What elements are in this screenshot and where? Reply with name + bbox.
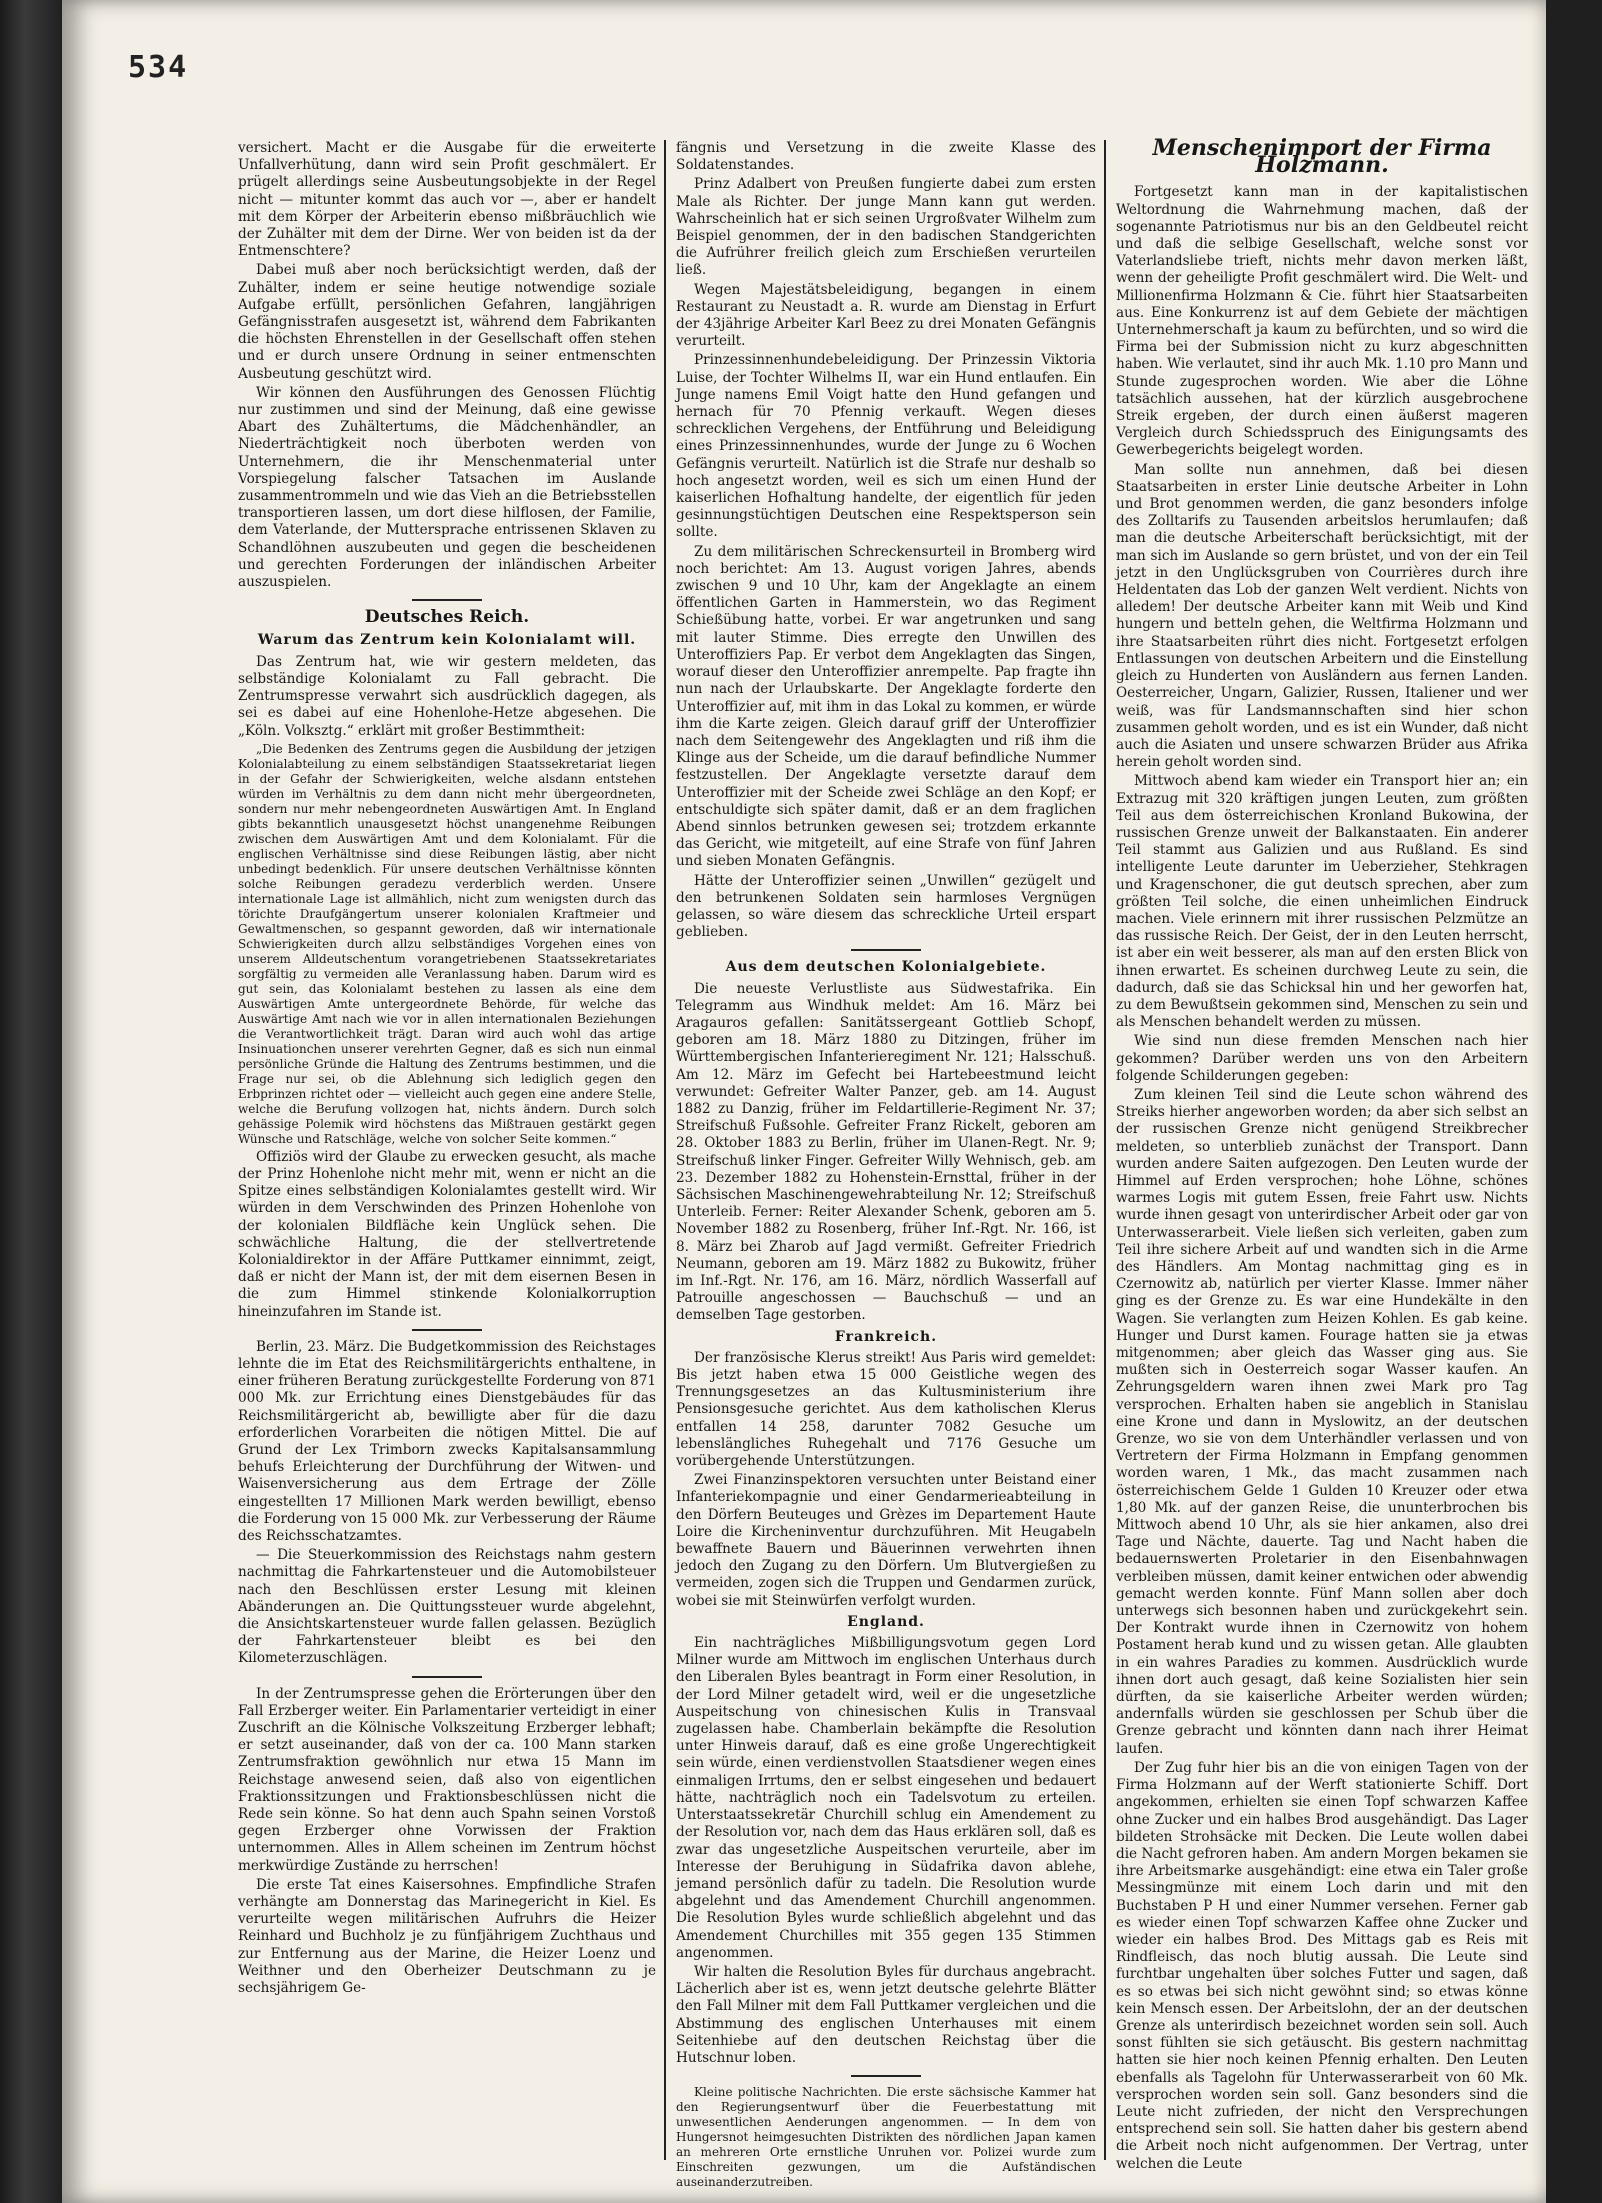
article-text: Der französische Klerus streikt! Aus Paris wird gemeldet: Bis jetzt haben etwa 15 000 Geistliche wegen des Trennungsgesetzes an das Kultusministerium ihre Pensionsgesuche gerichtet. Aus dem katholischen Klerus entfallen 14 258, darunter 7082 Gesuche um lebenslängliches Ruhegehalt und 7176 Gesuche um vorübergehende Unterstützungen. (676, 1349, 1096, 1470)
article-text: Die erste Tat eines Kaisersohnes. Empfindliche Strafen verhängte am Donnerstag das Marinegericht in Kiel. Es verurteilte wegen militärischen Aufruhrs die Heizer Reinhard und Buchholz je zu fünfjährigem Zuchthaus und zur Entfernung aus der Marine, die Heizer Loenz und Weithner und den Oberheizer Deutschmann zu je sechsjährigem Ge- (238, 1876, 656, 1997)
article-text: Zum kleinen Teil sind die Leute schon während des Streiks hierher angeworben worden; da aber sich selbst an der russischen Grenze nicht genügend Streikbrecher meldeten, so unterblieb zunächst der Transport. Dann wurden andere Saiten aufgezogen. Den Leuten wurde der Himmel auf Erden versprochen; hohe Löhne, schönes warmes Logis mit gutem Essen, freie Fahrt usw. Nichts wurde ihnen gesagt von unterirdischer Arbeit oder gar von Unterwasserarbeit. Viele ließen sich verleiten, gaben zum Teil ihre sichere Arbeit auf und wandten sich in die Arme des Händlers. Am Montag nachmittag ging es in Czernowitz ab, natürlich per vierter Klasse. Immer näher ging es der Grenze zu. Es war eine Hundekälte in den Wagen. Sie verlangten zum Heizen Kohlen. Es gab keine. Hunger und Durst kamen. Fourage hatten sie ja etwas mitgenommen; aber gleich das Wasser ging aus. Sie mußten sich in Oesterreich sogar Wasser kaufen. An Zehrungsgeldern waren ihnen zwei Mark pro Tag versprochen. Erhalten haben sie angeblich in Stanislau eine Krone und dann in Myslowitz, an der deutschen Grenze, wo sie von dem Unterhändler verlassen und von Vertretern der Firma Holzmann in Empfang genommen worden waren, 1 Mk., das macht zusammen nach österreichischem Gelde 1 Gulden 10 Kreuzer oder etwa 1,80 Mk. auf der ganzen Reise, die ununterbrochen bis Mittwoch abend 10 Uhr, als sie hier ankamen, also drei Tage und Nächte, dauerte. Tag und Nacht haben die bedauernswerten Proletarier in den Eisenbahnwagen verbleiben müssen, damit keiner entwichen oder abwendig gemacht werden konnte. Fünf Mann sollen aber doch unterwegs sich besonnen haben und zurückgekehrt sein. Der Kontrakt wurde ihnen in Czernowitz von hohem Postament herab kund und zu wissen getan. Alle glaubten in ein wahres Paradies zu kommen. Ausdrücklich wurde ihnen dort auch gesagt, daß keine Sozialisten hier sein dürften, da sie kaiserliche Arbeiter werden würden; andernfalls würden sie geschlossen per Schub über die Grenze gebracht und könnten dann nach ihrer Heimat laufen. (1116, 1086, 1528, 1757)
article-text: Wir halten die Resolution Byles für durchaus angebracht. Lächerlich aber ist es, wenn jetzt deutsche gelehrte Blätter den Fall Milner mit dem Fall Puttkamer vergleichen und die Abstimmung des englischen Unterhauses mit einem Seitenhiebe auf den deutschen Reichstag über die Hutschnur loben. (676, 1963, 1096, 2066)
section-heading: Deutsches Reich. (364, 607, 530, 628)
column-1 (238, 140, 656, 2170)
article-text: Hätte der Unteroffizier seinen „Unwillen“ gezügelt und den betrunkenen Soldaten sein harmloses Vergnügen gelassen, so wäre diesem das schreckliche Urteil erspart geblieben. (676, 872, 1096, 941)
article-text: Das Zentrum hat, wie wir gestern meldeten, das selbständige Kolonialamt zu Fall gebracht. Die Zentrumspresse verwahrt sich ausdrücklich dagegen, als sei es dabei auf eine Hohenlohe-Hetze abgesehen. Die „Köln. Volksztg.“ erklärt mit großer Bestimmtheit: (238, 653, 656, 739)
right-scan-border (1546, 0, 1602, 2203)
separator (851, 2075, 921, 2077)
article-text: Zwei Finanzinspektoren versuchten unter Beistand einer Infanteriekompagnie und einer Gendarmerieabteilung in den Dörfern Beuteuges und Grèzes im Departement Haute Loire die Kircheninventur durchzuführen. Mit Heugabeln bewaffnete Bauern und Bäuerinnen verwehrten ihnen jedoch den Zugang zu den Dörfern. Um Blutvergießen zu vermeiden, zogen sich die Truppen und Gendarmen zurück, wobei sie mit Steinwürfen verfolgt wurden. (676, 1472, 1096, 1609)
article-text: Ein nachträgliches Mißbilligungsvotum gegen Lord Milner wurde am Mittwoch im englischen Unterhaus durch den Liberalen Byles beantragt in Form einer Resolution, in der Lord Milner getadelt wird, weil er die ungesetzliche Auspeitschung von chinesischen Kulis in Transvaal zugelassen habe. Chamberlain bekämpfte die Resolution unter Hinweis darauf, daß es eine große Ungerechtigkeit sein würde, einen verdienstvollen Staatsdiener wegen eines einmaligen Irrtums, den er selbst eingesehen und bedauert hätte, nachträglich noch ein Tadelsvotum zu erteilen. Unterstaatssekretär Churchill schlug ein Amendement zu der Resolution vor, nach dem das Haus erklären soll, daß es zwar das ungesetzliche Auspeitschen verurteile, aber im Interesse der Beruhigung in Südafrika davon ablehe, jemand persönlich dafür zu tadeln. Die Resolution wurde abgelehnt und das Amendement Churchill angenommen. Die Resolution Byles wurde schließlich abgelehnt und das Amendement Churchilles mit 355 gegen 135 Stimmen angenommen. (676, 1635, 1096, 1961)
article-text: Fortgesetzt kann man in der kapitalistischen Weltordnung die Wahrnehmung machen, daß der sogenannte Patriotismus nur bis an den Geldbeutel reicht und daß die selbige Gesellschaft, welche sonst vor Vaterlandsliebe trieft, nichts mehr davon merken läßt, wenn der geheiligte Profit geschmälert wird. Die Welt- und Millionenfirma Holzmann & Cie. führt hier Staatsarbeiten aus. Eine Konkurrenz ist auf dem Gebiete der mächtigen Unternehmerschaft ja kaum zu befürchten, und so wird die Firma bei der Submission nicht zu kurz abgeschnitten haben. Wie verlautet, sind ihr auch Mk. 1.10 pro Mann und Stunde zugesprochen worden. Wie aber die Löhne tatsächlich aussehen, hat der kürzlich ausgebrochene Streik ergeben, der durch einen äußerst mageren Vergleich durch Schiedsspruch des Einigungsamts des Gewerbegerichts beigelegt worden. (1116, 184, 1528, 459)
article-text: Dabei muß aber noch berücksichtigt werden, daß der Zuhälter, indem er seine heutige notwendige soziale Aufgabe erfüllt, persönlichen Gefahren, langjährigen Gefängnisstrafen ausgesetzt ist, während dem Fabrikanten die höchsten Ehrenstellen in der Gesellschaft offen stehen und er durch unsere Ordnung in seiner entmenschten Ausbeutung geschützt wird. (238, 262, 656, 382)
section-heading: Frankreich. (834, 1328, 938, 1345)
column-rule-2 (1104, 140, 1106, 2160)
article-text: Zu dem militärischen Schreckensurteil in Bromberg wird noch berichtet: Am 13. August vorigen Jahres, abends zwischen 9 und 10 Uhr, kam der Angeklagte an einem öffentlichen Garten in Hammerstein, wo das Regiment Schießübung hatte, vorbei. Er war angetrunken und sang mit lauter Stimme. Dies erregte den Unwillen des Unteroffiziers Pap. Er verbot dem Angeklagten das Singen, worauf dieser den Unteroffizier anrempelte. Pap fragte ihn nun nach der Urlaubskarte. Der Angeklagte forderte den Unteroffizier auf, mit ihm in das Lokal zu kommen, er würde ihm die Karte zeigen. Gleich darauf griff der Unteroffizier nach dem Seitengewehr des Angeklagten und riß ihm die Klinge aus der Scheide, um die darauf befindliche Nummer festzustellen. Der Angeklagte versetzte darauf dem Unteroffizier mit der Scheide zwei Schläge an den Kopf; er entschuldigte sich später damit, daß er an dem fraglichen Abend sinnlos betrunken gewesen sei; trotzdem erkannte das Gericht, wie mitgeteilt, auf eine Strafe von fünf Jahren und sieben Monaten Gefängnis. (676, 543, 1096, 870)
column-3 (1116, 135, 1528, 2172)
article-text: Kleine politische Nachrichten. Die erste sächsische Kammer hat den Regierungsentwurf über die Feuerbestattung mit unwesentlichen Aenderungen angenommen. — In dem von Hungersnot heimgesuchten Distrikten des nördlichen Japan kamen an mehreren Orte ernstliche Unruhen vor. Polizei wurde zum Einschreiten gezwungen, um die Aufständischen auseinanderzutreiben. (676, 2085, 1096, 2190)
column-rule-1 (664, 140, 666, 2160)
article-text: Man sollte nun annehmen, daß bei diesen Staatsarbeiten in erster Linie deutsche Arbeiter in Lohn und Brot genommen werden, die ganz besonders infolge des Zolltarifs zu Tausenden arbeitslos herumlaufen; daß man die deutsche Arbeiterschaft berücksichtigt, mit der man sich im Auslande so gern brüstet, und von der ein Teil jetzt in den Unglücksgruben von Courrières durch ihre Heldentaten das Lob der ganzen Welt verdient. Nichts von alledem! Der deutsche Arbeiter kann mit Weib und Kind hungern und betteln gehen, die Weltfirma Holzmann und ihre Staatsarbeiten rührt dies nicht. Fortgesetzt erfolgen Entlassungen von deutschen Arbeitern und die Einstellung gleich zu Hunderten von Ausländern aus fernen Landen. Oesterreicher, Ungarn, Galizier, Russen, Italiener und wer weiß, was für Landsmannschaften sind hier schon zusammen geholt worden, und es ist ein Wunder, daß nicht auch die Asiaten und unsere schwarzen Brüder aus Afrika herein geholt worden sind. (1116, 461, 1528, 771)
article-text: — Die Steuerkommission des Reichstags nahm gestern nachmittag die Fahrkartensteuer und die Automobilsteuer nach den Beschlüssen erster Lesung mit kleinen Abänderungen an. Die Quittungssteuer wurde abgelehnt, die Ansichtskartensteuer wurde fallen gelassen. Bezüglich der Fahrkartensteuer bleibt es bei den Kilometerzuschlägen. (238, 1547, 656, 1667)
section-heading: England. (847, 1613, 925, 1630)
article-text: In der Zentrumspresse gehen die Erörterungen über den Fall Erzberger weiter. Ein Parlamentarier verteidigt in einer Zuschrift an die Kölnische Volkszeitung Erzberger lebhaft; er setzt auseinander, daß von der ca. 100 Mann starken Zentrumsfraktion gewöhnlich nur etwa 15 Mann im Reichstage anwesend seien, daß also von eigentlichen Fraktionssitzungen und Fraktionsbeschlüssen nicht die Rede sein könne. So hat denn auch Spahn seinen Vorstoß gegen Erzberger ohne Vorwissen der Fraktion unternommen. Alles in Allem scheinen im Zentrum höchst merkwürdige Zustände zu herrschen! (238, 1685, 656, 1874)
article-text: Mittwoch abend kam wieder ein Transport hier an; ein Extrazug mit 320 kräftigen jungen Leuten, zum größten Teil aus dem österreichischen Kronland Bukowina, der russischen Grenze unweit der Balkanstaaten. Ein anderer Teil stammt aus Galizien und aus Rußland. Es sind intelligente Leute darunter im Ueberzieher, Stehkragen und Kragenschoner, die gut deutsch sprechen, aber zum größten Teil solche, die einen unheimlichen Eindruck machen. Viele erinnern mit ihrer russischen Pelzmütze an das russische Reich. Der Geist, der in den Leuten herrscht, ist aber ein weit besserer, als man auf den ersten Blick von ihnen erwartet. Es scheinen durchweg Leute zu sein, die dadurch, daß sie das Schicksal hin und her geworfen hat, zu dem Bewußtsein gekommen sind, Menschen zu sein und als Menschen behandelt werden zu müssen. (1116, 773, 1528, 1031)
article-text: Wir können den Ausführungen des Genossen Flüchtig nur zustimmen und sind der Meinung, daß eine gewisse Abart des Zuhältertums, die Mädchenhändler, an Niederträchtigkeit noch überboten werden von Unternehmern, die ihr Menschenmaterial unter Vorspiegelung falscher Tatsachen im Auslande zusammentrommeln und wie das Vieh an die Betriebsstellen transportieren lassen, um dort diese hilflosen, der Familie, dem Vaterlande, der Muttersprache entrissenen Sklaven zu Schandlöhnen auszubeuten und gegen die bescheidenen und gerechten Forderungen der inländischen Arbeiter auszuspielen. (238, 384, 656, 591)
page-number: 534 (128, 50, 189, 85)
article-text: fängnis und Versetzung in die zweite Klasse des Soldatenstandes. (676, 140, 1096, 174)
article-text: Wegen Majestätsbeleidigung, begangen in einem Restaurant zu Neustadt a. R. wurde am Dienstag in Erfurt der 43jährige Arbeiter Karl Beez zu drei Monaten Gefängnis verurteilt. (676, 281, 1096, 350)
quotation-text: „Die Bedenken des Zentrums gegen die Ausbildung der jetzigen Kolonialabteilung zu einem selbständigen Staatssekretariat liegen in der Gefahr der Schwierigkeiten, welche alsdann entstehen würden im Verhältnis zu dem dann nicht mehr übergeordneten, sondern nur mehr nebengeordneten Auswärtigen Amt. In England gibts bekanntlich unausgesetzt höchst unangenehme Reibungen zwischen dem Auswärtigen Amt und dem Kolonialamt. Für die englischen Verhältnisse sind diese Reibungen lästig, aber nicht unbedingt bedenklich. Für unsere deutschen Verhältnisse könnten solche Reibungen geradezu verderblich werden. Unsere internationale Lage ist allmählich, nicht zum wenigsten durch das törichte Draufgängertum unserer kolonialen Kraftmeier und Gewaltmenschen, so gespannt geworden, daß wir internationale Schwierigkeiten durch allzu selbständiges Vorgehen eines von unserem Alldeutschentum vorangetriebenen Staatssekretariates sorgfältig zu vermeiden alle Veranlassung haben. Darum wird es gut sein, das Kolonialamt bestehen zu lassen als eine dem Auswärtigen Amte untergeordnete Behörde, für welche das Auswärtige Amt nach wie vor in allen internationalen Beziehungen die Verantwortlichkeit trägt. Daran wird auch wohl das artige Insinuationchen unserer verehrten Gegner, daß es sich nun einmal persönliche Gründe die Haltung des Zentrums bestimmen, und die Frage nur sei, ob die Ablehnung sich lediglich gegen den Erbprinzen richtet oder — vielleicht auch gegen eine andere Stelle, welche die Berufung vollzogen hat, nichts ändern. Durch solch gehässige Polemik wird höchstens das Mißtrauen gestärkt gegen Wünsche und Ratschläge, welche von solcher Seite kommen.“ (238, 741, 656, 1146)
article-text: Die neueste Verlustliste aus Südwestafrika. Ein Telegramm aus Windhuk meldet: Am 16. März bei Aragauros gefallen: Sanitätssergeant Gottlieb Schopf, geboren am 18. März 1880 zu Ditzingen, früher im Württembergischen Infanterieregiment Nr. 121; Halsschuß. Am 12. März im Gefecht bei Hartebeestmund leicht verwundet: Gefreiter Walter Panzer, geb. am 14. August 1882 zu Danzig, früher im Feldartillerie-Regiment Nr. 37; Streifschuß Fußsohle. Gefreiter Franz Rickelt, geboren am 28. Oktober 1883 zu Berlin, früher im Ulanen-Regt. Nr. 9; Streifschuß linker Finger. Gefreiter Willy Wehnisch, geb. am 23. Dezember 1882 zu Hohenstein-Ernsttal, früher in der Sächsischen Maschinengewehrabteilung Nr. 12; Streifschuß Unterleib. Ferner: Reiter Alexander Schenk, geboren am 5. November 1882 zu Rosenberg, früher Inf.-Rgt. Nr. 166, ist 8. März bei Zharob auf Jagd vermißt. Gefreiter Friedrich Neumann, geboren am 19. März 1882 zu Bukowitz, früher im Inf.-Rgt. Nr. 176, am 16. März, nördlich Wasserfall auf Patrouille angeschossen — Bauchschuß — und an demselben Tage gestorben. (676, 980, 1096, 1324)
article-title: Menschenimport der Firma Holzmann. (1152, 135, 1492, 179)
separator (412, 599, 482, 601)
article-text: Berlin, 23. März. Die Budgetkommission des Reichstages lehnte die im Etat des Reichsmilitärgerichts enthaltene, in einer früheren Beratung zurückgestellte Forderung von 871 000 Mk. zur Errichtung eines Dienstgebäudes für das Reichsmilitärgericht ab, bewilligte aber für die dazu erforderlichen Vorarbeiten die nötigen Mittel. Die auf Grund der Lex Trimborn zwecks Kapitalsansammlung behufs Erleichterung der Durchführung der Witwen- und Waisenversicherung aus dem Ertrage der Zölle eingestellten 17 Millionen Mark werden bewilligt, ebenso die Forderung von 15 000 Mk. zur Verbesserung der Räume des Reichsschatzamtes. (238, 1338, 656, 1544)
article-text: versichert. Macht er die Ausgabe für die erweiterte Unfallverhütung, dann wird sein Profit geschmälert. Er prügelt allerdings seine Ausbeutungsobjekte in der Regel nicht — mitunter kommt das auch vor —, aber er handelt mit dem Körper der Arbeiterin ebenso mißbräuchlich wie der Zuhälter mit dem der Dirne. Wer von beiden ist da der Entmenschtere? (238, 140, 656, 260)
article-text: Wie sind nun diese fremden Menschen nach hier gekommen? Darüber werden uns von den Arbeitern folgende Schilderungen gegeben: (1116, 1033, 1528, 1084)
separator (412, 1329, 482, 1331)
article-text: Der Zug fuhr hier bis an die von einigen Tagen von der Firma Holzmann auf der Werft stationierte Schiff. Dort angekommen, erhielten sie einen Topf schwarzen Kaffee ohne Zucker und ein halbes Brod ausgehändigt. Das Lager bildeten Strohsäcke mit Decken. Die Leute wollen dabei die Nacht gefroren haben. Am andern Morgen bekamen sie ihre Arbeitsmarke ausgehändigt: eine etwa ein Taler große Messingmünze mit einem Loch darin und mit den Buchstaben P H und einer Nummer versehen. Ferner gab es wieder einen Topf schwarzen Kaffee ohne Zucker und wieder ein halbes Brod. Des Mittags gab es Reis mit Rindfleisch, das noch blutig aussah. Die Leute sind furchtbar ungehalten über solches Futter und sagen, daß es so etwas bei sich nicht gewöhnt sind; so etwas könne kein Mensch essen. Der Arbeitslohn, der an der deutschen Grenze als unterirdisch bezeichnet worden sein soll. Auch sonst fühlten sie sich getäuscht. Bis gestern nachmittag hatten sie hier noch keinen Pfennig erhalten. Den Leuten ebenfalls als Tagelohn für Unterwasserarbeit von 60 Mk. versprochen worden sein soll. Ganz besonders sind die Leute nicht zufrieden, der nicht den Versprechungen entsprechend sein soll. Sie hatten daher bis gestern abend die Arbeit noch nicht aufgenommen. Der Vertrag, unter welchen die Leute (1116, 1759, 1528, 2172)
article-text: Prinz Adalbert von Preußen fungierte dabei zum ersten Male als Richter. Der junge Mann kann gut werden. Wahrscheinlich hat er sich seinen Urgroßvater Wilhelm zum Beispiel genommen, der in den badischen Standgerichten die Aufrührer freilich gleich zum Erschießen verurteilen ließ. (676, 176, 1096, 279)
column-2 (676, 140, 1096, 2190)
separator (851, 949, 921, 951)
separator (412, 1676, 482, 1678)
book-spine-edge (0, 0, 62, 2203)
article-text: Offiziös wird der Glaube zu erwecken gesucht, als mache der Prinz Hohenlohe nicht mehr mit, wenn er nicht an die Spitze eines selbständigen Kolonialamtes gestellt wird. Wir würden in dem Verschwinden des Prinzen Hohenlohe von der kolonialen Bildfläche kein Unglück sehen. Die schwächliche Haltung, die der stellvertretende Kolonialdirektor in der Affäre Puttkamer einnimmt, zeigt, daß er nicht der Mann ist, der mit dem eisernen Besen in die zum Himmel stinkende Kolonialkorruption hineinzufahren im Stande ist. (238, 1148, 656, 1320)
section-heading: Aus dem deutschen Kolonialgebiete. (725, 959, 1047, 976)
article-heading: Warum das Zentrum kein Kolonialamt will. (257, 632, 637, 649)
article-text: Prinzessinnenhundebeleidigung. Der Prinzessin Viktoria Luise, der Tochter Wilhelms II, war ein Hund entlaufen. Ein Junge namens Emil Voigt hatte den Hund gefangen und hernach für 70 Pfennig verkauft. Wegen dieses schrecklichen Vergehens, der Entführung und Beleidigung eines Prinzessinnenhundes, wurde der Junge zu 6 Wochen Gefängnis verurteilt. Natürlich ist die Strafe nur deshalb so hoch angesetzt worden, weil es sich um einen Hund der kaiserlichen Hofhaltung handelte, der eigentlich für jeden gesinnungstüchtigen Deutschen eine Respektsperson sein sollte. (676, 352, 1096, 541)
